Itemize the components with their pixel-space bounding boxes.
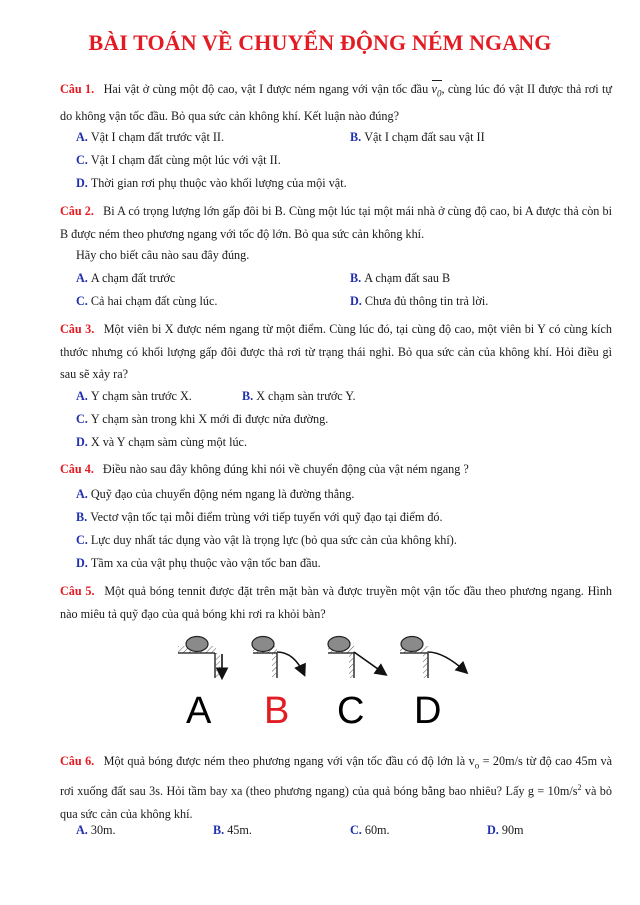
question-text: Một viên bi X được ném ngang từ một điểm. Cùng lúc đó, tại cùng độ cao, một viên bi Y có cùng kích thước nhưng có khối lượng gấp đôi được thả rơi từ trạng thái nghỉ. Bỏ qua sức cản của không khí. Hỏi điều gì sau sẽ xảy ra? — [60, 322, 612, 381]
question-number: Câu 3. — [60, 322, 95, 336]
question-5 — [60, 580, 612, 625]
velocity-vector-symbol: $v_0$ — [432, 78, 442, 105]
option-4b[interactable]: B. Vectơ vận tốc tại mỗi điểm trùng với tiếp tuyến với quỹ đạo tại điểm đó. — [76, 510, 443, 524]
option-1d[interactable]: D. Thời gian rơi phụ thuộc vào khối lượng của mội vật. — [76, 176, 347, 190]
question-1 — [60, 78, 612, 127]
option-6c[interactable]: C. 60m. — [350, 823, 390, 837]
option-3a[interactable]: A. Y chạm sàn trước X. — [76, 389, 192, 403]
ball-c — [328, 637, 350, 652]
option-1b[interactable]: B. Vật I chạm đất sau vật II — [350, 130, 485, 144]
question-prompt: Hãy cho biết câu nào sau đây đúng. — [76, 248, 250, 262]
page-title: BÀI TOÁN VỀ CHUYỂN ĐỘNG NÉM NGANG — [88, 30, 552, 55]
figure-label-d[interactable]: D — [414, 690, 442, 732]
figure-label-c[interactable]: C — [337, 690, 365, 732]
question-4 — [60, 458, 612, 481]
ball-d — [401, 637, 423, 652]
question-3 — [60, 318, 612, 386]
question-number: Câu 2. — [60, 204, 94, 218]
question-number: Câu 4. — [60, 462, 94, 476]
trajectory-diagram-c — [328, 637, 385, 679]
question-text: Bi A có trọng lượng lớn gấp đôi bi B. Cùng một lúc tại một mái nhà ở cùng độ cao, bi A được thả còn bi B được ném theo phương ngang với tốc độ lớn. Bỏ qua sức cản không khí. — [60, 204, 612, 241]
option-2c[interactable]: C. Cả hai chạm đất cùng lúc. — [76, 294, 218, 308]
question-text-end: và bỏ qua sức cản của không khí. — [60, 784, 612, 821]
option-3b[interactable]: B. X chạm sàn trước Y. — [242, 389, 356, 403]
option-2a[interactable]: A. A chạm đất trước — [76, 271, 176, 285]
question-text-cont: = 20m/s từ độ cao 45m và rơi xuống đất sau 3s. Hỏi tầm bay xa (theo phương ngang) của quả bóng bằng bao nhiêu? Lấy g = 10m/s — [60, 754, 613, 798]
option-1c[interactable]: C. Vật I chạm đất cùng một lúc với vật II. — [76, 153, 281, 167]
option-3d[interactable]: D. X và Y chạm sàm cùng một lúc. — [76, 435, 247, 449]
option-2d[interactable]: D. Chưa đủ thông tin trả lời. — [350, 294, 489, 308]
trajectory-diagram-d — [400, 637, 466, 679]
question-2 — [60, 200, 612, 245]
figure-label-a[interactable]: A — [186, 690, 212, 732]
option-6d[interactable]: D. 90m — [487, 823, 524, 837]
question-text: Hai vật ở cùng một độ cao, vật I được ném ngang với vận tốc đầu — [103, 82, 429, 96]
figure-label-b[interactable]: B — [264, 690, 290, 732]
ball-a — [186, 637, 208, 652]
option-4d[interactable]: D. Tầm xa của vật phụ thuộc vào vận tốc ban đầu. — [76, 556, 321, 570]
question-6 — [60, 750, 612, 825]
trajectory-diagram-b — [252, 637, 304, 679]
question-text: Điều nào sau đây không đúng khi nói về chuyển động của vật ném ngang ? — [102, 462, 469, 476]
question-text: Một quả bóng tennit được đặt trên mặt bàn và được truyền một vận tốc đầu theo phương ngang. Hình nào miêu tả quỹ đạo của quả bóng khi rơi ra khỏi bàn? — [60, 584, 612, 621]
question-text: Một quả bóng được ném theo phương ngang với vận tốc đầu có độ lớn là v — [103, 754, 475, 768]
question-text-cont: , cùng lúc đó vật II được thả rơi tự do không vận tốc đầu. Bỏ qua sức cản không khí. Kết luận nào đúng? — [60, 82, 612, 123]
option-1a[interactable]: A. Vật I chạm đất trước vật II. — [76, 130, 225, 144]
question-number: Câu 6. — [60, 754, 95, 768]
option-2b[interactable]: B. A chạm đất sau B — [350, 271, 451, 285]
option-3c[interactable]: C. Y chạm sàn trong khi X mới đi được nửa đường. — [76, 412, 329, 426]
question-number: Câu 5. — [60, 584, 95, 598]
option-4a[interactable]: A. Quỹ đạo của chuyển động ném ngang là đường thẳng. — [76, 487, 355, 501]
question-number: Câu 1. — [60, 82, 95, 96]
trajectory-figure — [0, 632, 640, 702]
ball-b — [252, 637, 274, 652]
question-text-sup: 2 — [577, 782, 582, 792]
option-6a[interactable]: A. 30m. — [76, 823, 116, 837]
trajectory-diagram-a — [178, 637, 222, 679]
question-text-sub: o — [474, 760, 480, 771]
option-6b[interactable]: B. 45m. — [213, 823, 252, 837]
option-4c[interactable]: C. Lực duy nhất tác dụng vào vật là trọng lực (bỏ qua sức cản của không khí). — [76, 533, 457, 547]
